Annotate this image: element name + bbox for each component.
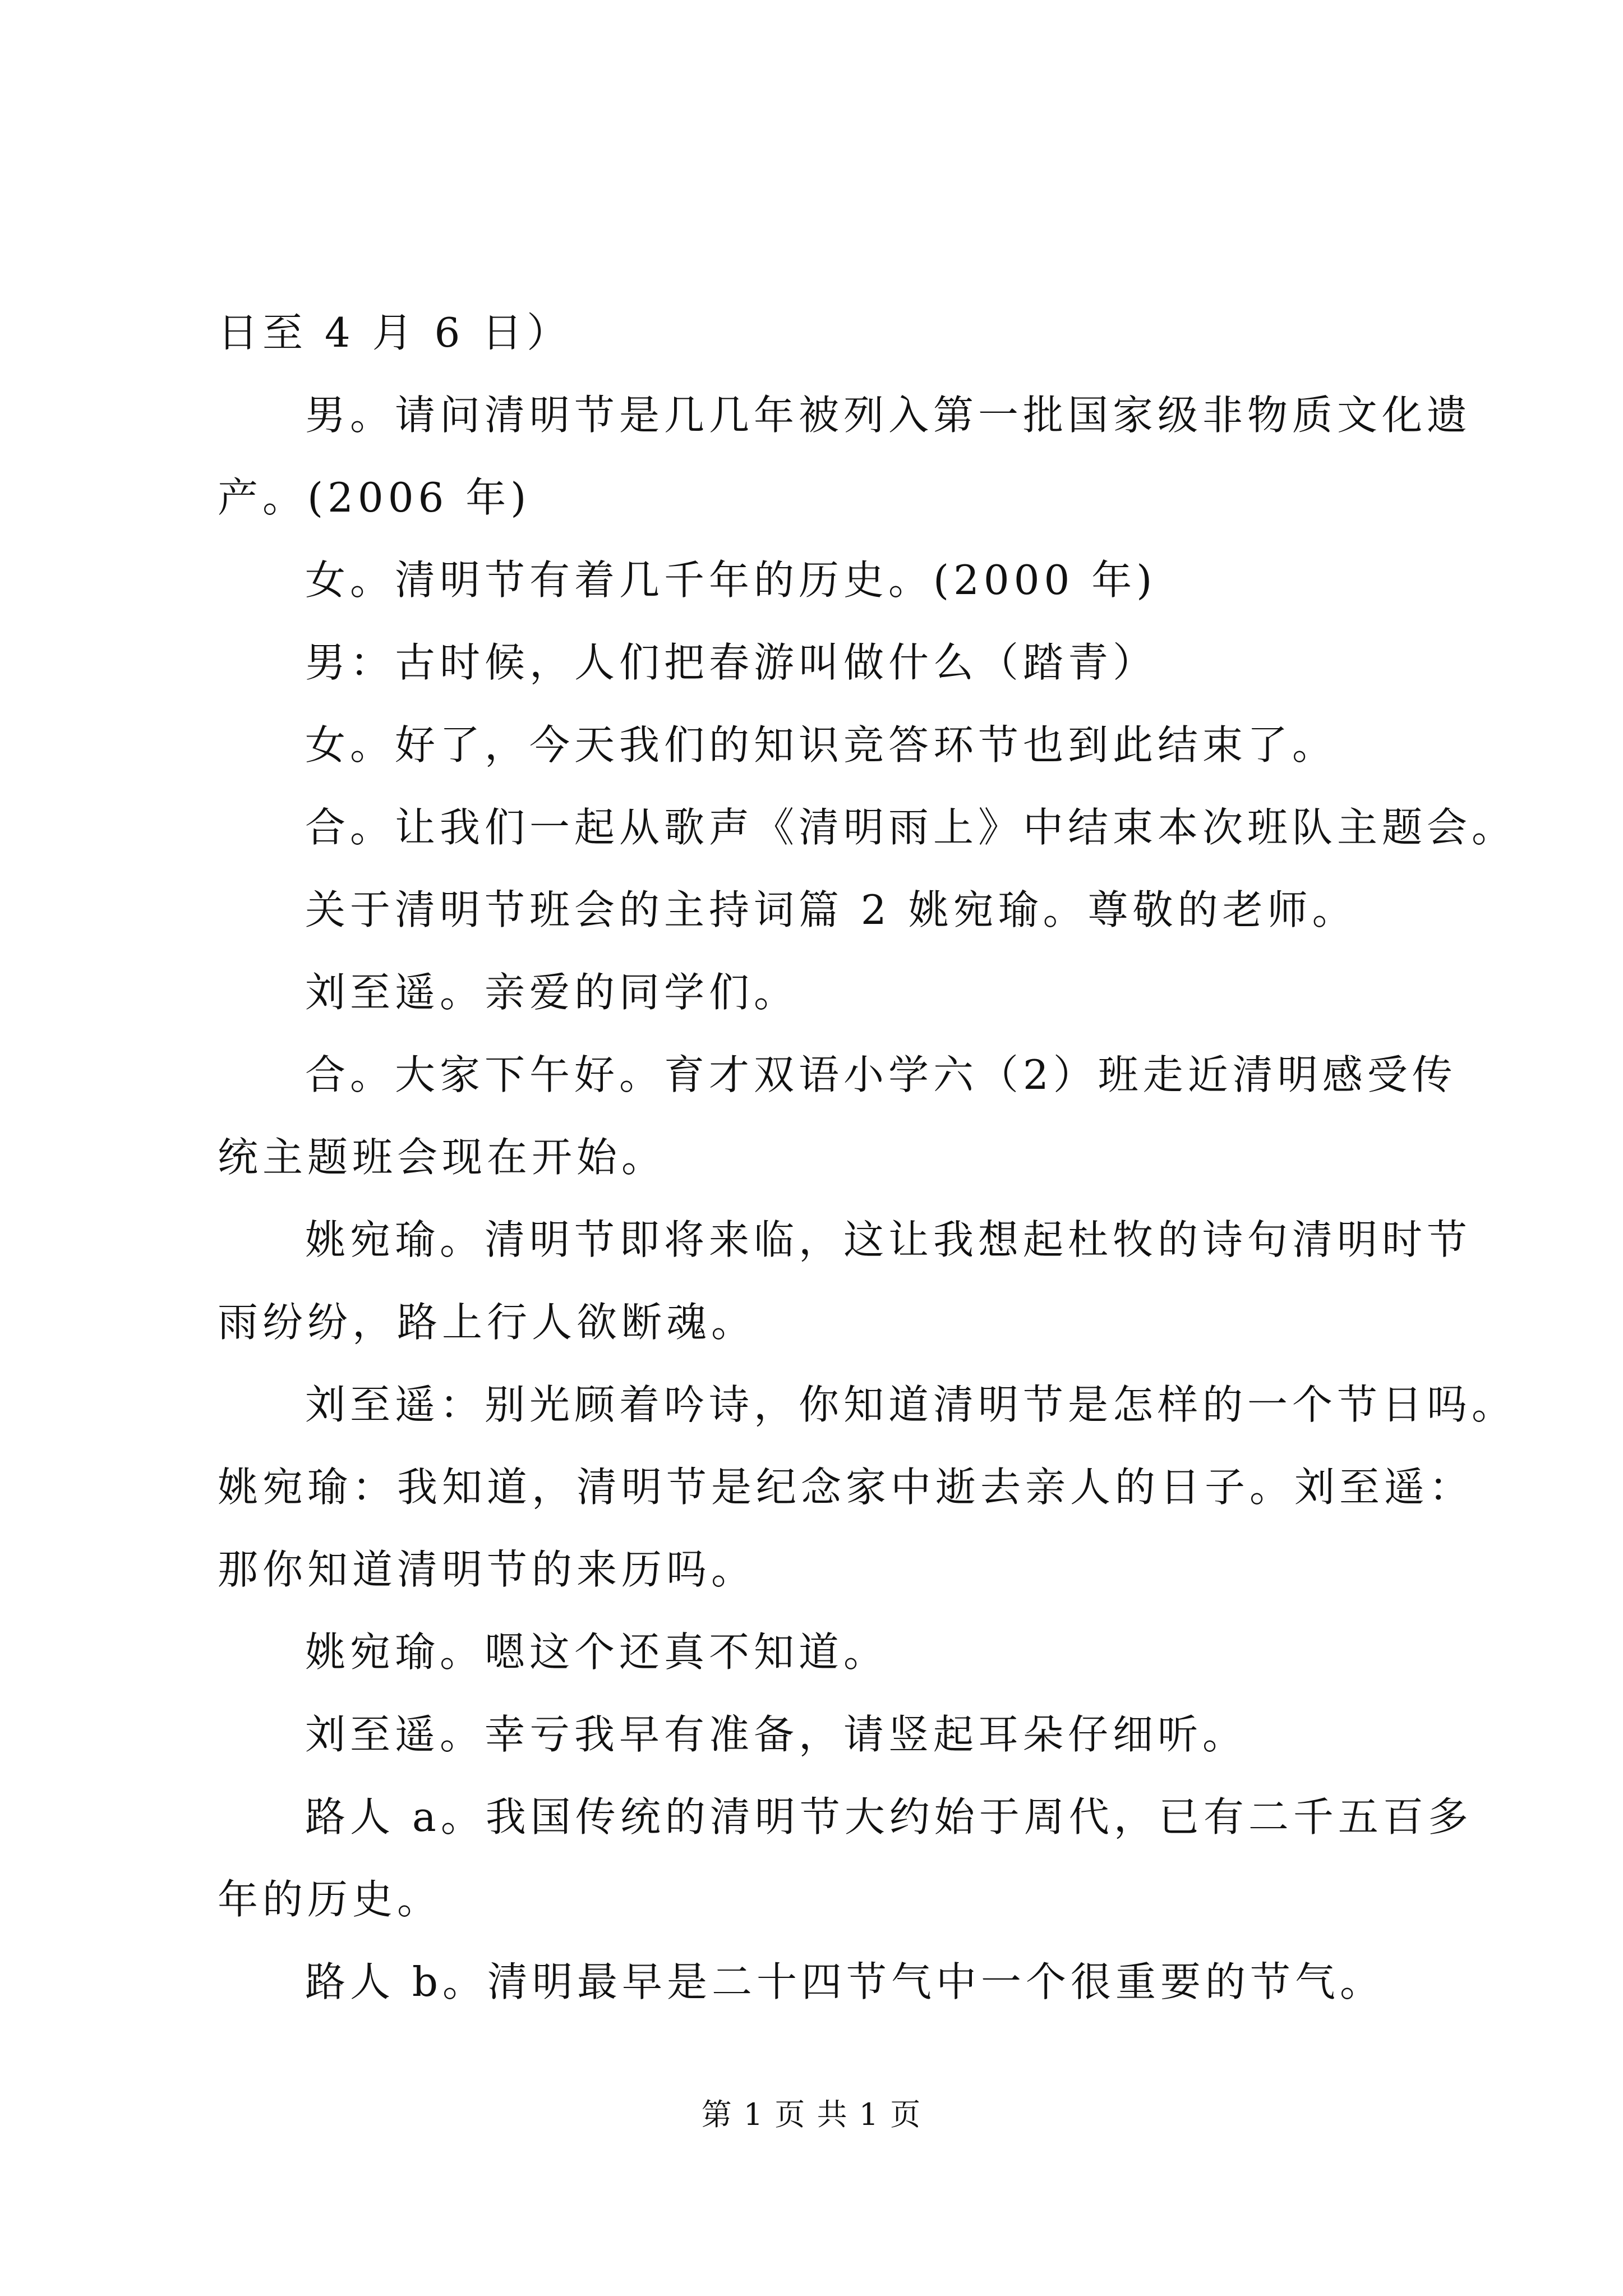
- paragraph-line: 合。大家下午好。育才双语小学六（2）班走近清明感受传: [305, 1051, 1457, 1098]
- paragraph-line: 刘至遥。亲爱的同学们。: [305, 969, 799, 1016]
- paragraph-line: 男。请问清明节是几几年被列入第一批国家级非物质文化遗: [305, 392, 1472, 439]
- paragraph-line: 路人 a。我国传统的清明节大约始于周代，已有二千五百多: [305, 1793, 1473, 1841]
- paragraph-line: 年的历史。: [218, 1876, 442, 1923]
- page-number-footer: 第 1 页 共 1 页: [701, 2097, 922, 2132]
- paragraph-line: 那你知道清明节的来历吗。: [218, 1546, 757, 1593]
- paragraph-line: 姚宛瑜。嗯这个还真不知道。: [305, 1628, 889, 1676]
- paragraph-line: 刘至遥：别光顾着吟诗，你知道清明节是怎样的一个节日吗。: [305, 1381, 1517, 1428]
- paragraph-line: 刘至遥。幸亏我早有准备，请竖起耳朵仔细听。: [305, 1711, 1248, 1758]
- paragraph-line: 女。好了，今天我们的知识竞答环节也到此结束了。: [305, 721, 1338, 769]
- paragraph-line: 路人 b。清明最早是二十四节气中一个很重要的节气。: [305, 1958, 1385, 2005]
- paragraph-line: 男：古时候，人们把春游叫做什么（踏青）: [305, 639, 1158, 686]
- paragraph-line: 产。(2006 年): [218, 474, 531, 521]
- paragraph-line: 雨纷纷，路上行人欲断魂。: [218, 1299, 757, 1346]
- paragraph-line: 关于清明节班会的主持词篇 2 姚宛瑜。尊敬的老师。: [305, 886, 1357, 933]
- paragraph-line: 女。清明节有着几千年的历史。(2000 年): [305, 556, 1157, 604]
- paragraph-line: 日至 4 月 6 日）: [218, 309, 572, 356]
- paragraph-line: 姚宛瑜。清明节即将来临，这让我想起杜牧的诗句清明时节: [305, 1216, 1472, 1263]
- paragraph-line: 合。让我们一起从歌声《清明雨上》中结束本次班队主题会。: [305, 804, 1517, 851]
- paragraph-line: 统主题班会现在开始。: [218, 1134, 667, 1181]
- document-body: [218, 292, 1517, 2023]
- paragraph-line: 姚宛瑜：我知道，清明节是纪念家中逝去亲人的日子。刘至遥：: [218, 1464, 1474, 1511]
